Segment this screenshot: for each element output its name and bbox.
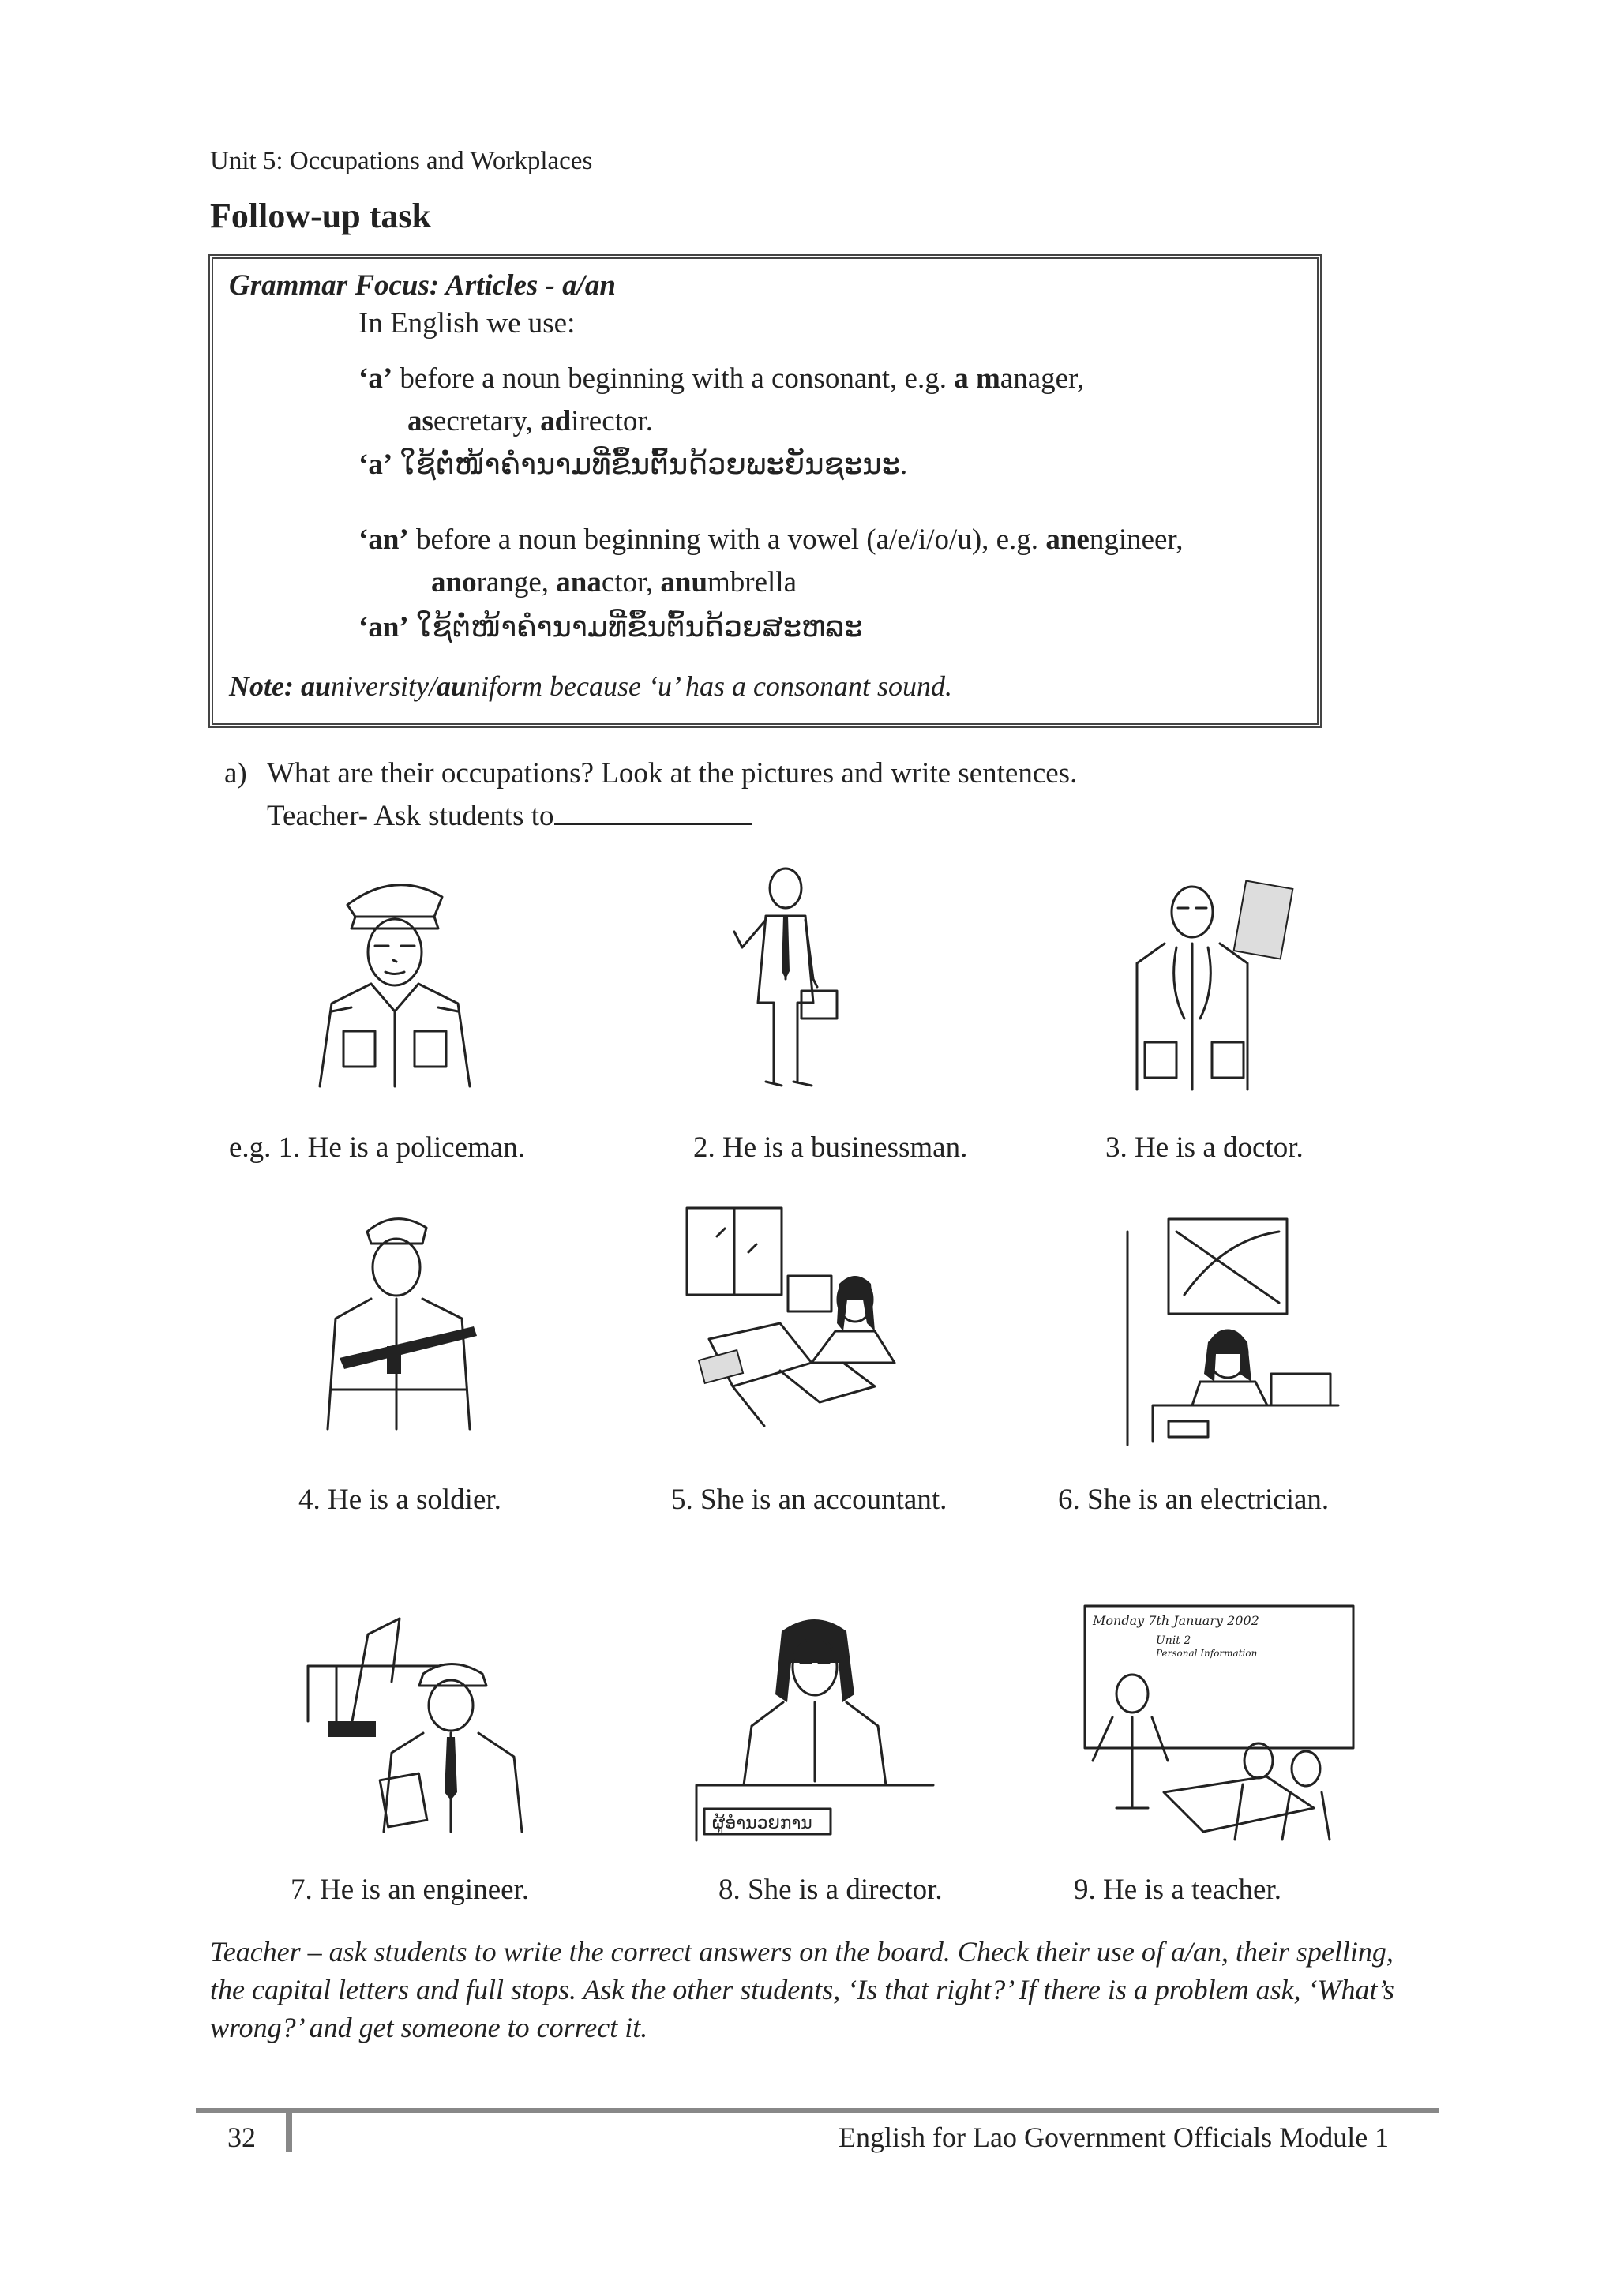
caption-6: 6. She is an electrician. [1058, 1484, 1330, 1516]
an-rule-term: ‘an’ [358, 523, 409, 556]
a-example-3-rest: irector. [571, 405, 653, 437]
director-nameplate: ຜູ້ອໍານວຍການ [712, 1814, 812, 1833]
a-rule-lao-line [358, 447, 907, 482]
caption-1: e.g. 1. He is a policeman. [229, 1131, 526, 1164]
an-rule-text: before a noun beginning with a vowel (a/e/i/o/u), e.g. [408, 523, 1046, 556]
caption-4: 4. He is a soldier. [298, 1484, 501, 1516]
an-rule-lao-line [358, 610, 863, 644]
electrician-illustration [1121, 1216, 1342, 1453]
teacher-prompt: Teacher- Ask students to [267, 800, 554, 832]
a-example-3-bold: ad [540, 405, 572, 437]
grammar-focus-box [208, 254, 1322, 728]
note-rest-1: niversity/ [331, 670, 437, 702]
note-bold-1: au [300, 670, 331, 702]
director-illustration [688, 1615, 941, 1844]
an-example-2-bold: ano [431, 566, 477, 598]
caption-9: 9. He is a teacher. [1074, 1874, 1281, 1906]
teacher-prompt-line [267, 799, 752, 833]
accountant-illustration [685, 1205, 922, 1434]
footer-rule [196, 2108, 1439, 2113]
footer-divider [286, 2113, 292, 2152]
an-example-4-bold: anu [660, 566, 708, 598]
section-title: Follow-up task [210, 197, 431, 235]
note-label: Note: [229, 670, 301, 702]
an-example-1-rest: ngineer, [1089, 523, 1184, 556]
a-rule-term: ‘a’ [358, 362, 393, 395]
a-rule-line-2 [407, 404, 653, 438]
board-topic: Personal Information [1156, 1648, 1258, 1659]
grammar-note [229, 670, 952, 703]
a-rule-lao-text: ໃຊ້ຕໍ່ໜ້າຄໍານາມທີ່ຂຶ້ນຕົ້ນດ້ວຍພະຍັນຊະນະ. [392, 448, 908, 481]
an-example-2-rest: range, [476, 566, 557, 598]
a-rule-lao-term: ‘a’ [358, 448, 393, 481]
teacher-illustration [1077, 1603, 1361, 1848]
a-rule-text: before a noun beginning with a consonant, e.g. [392, 362, 955, 395]
note-bold-2: au [436, 670, 467, 702]
teacher-note: Teacher – ask students to write the correct answers on the board. Check their use of a/an, their spelling, the capital letters and full stops. Ask the other students, ‘Is that right?’ If there is a problem ask, ‘What’s wrong?’ and get someone to correct it. [210, 1936, 1394, 2043]
board-unit: Unit 2 [1156, 1634, 1191, 1647]
caption-5: 5. She is an accountant. [671, 1484, 947, 1516]
a-example-2-bold: as [407, 405, 433, 437]
policeman-illustration [300, 873, 490, 1094]
task-question: What are their occupations? Look at the pictures and write sentences. [267, 757, 1078, 790]
a-rule-line [358, 362, 1084, 396]
page-number: 32 [227, 2122, 256, 2153]
an-example-4-rest: mbrella [707, 566, 797, 598]
an-example-3-bold: ana [556, 566, 602, 598]
doctor-illustration [1121, 876, 1295, 1097]
grammar-title: Grammar Focus: Articles - a/an [229, 269, 616, 302]
caption-7: 7. He is an engineer. [291, 1874, 530, 1906]
businessman-illustration [718, 861, 845, 1097]
caption-2: 2. He is a businessman. [693, 1131, 968, 1164]
note-rest-2: niform because ‘u’ has a consonant sound. [467, 670, 952, 702]
engineer-illustration [305, 1611, 542, 1840]
caption-3: 3. He is a doctor. [1105, 1131, 1304, 1164]
caption-8: 8. She is a director. [718, 1874, 943, 1906]
a-example-1-bold: a m [954, 362, 1000, 395]
an-example-1-bold: ane [1045, 523, 1090, 556]
an-rule-lao-text: ໃຊ້ຕໍ່ໜ້າຄໍານາມທີ່ຂຶ້ນຕົ້ນດ້ວຍສະຫລະ [408, 611, 863, 643]
an-rule-lao-term: ‘an’ [358, 611, 409, 643]
answer-blank [554, 799, 752, 825]
board-date: Monday 7th January 2002 [1093, 1613, 1259, 1628]
a-example-1-rest: anager, [1000, 362, 1085, 395]
an-rule-line [358, 523, 1184, 557]
an-rule-line-2 [431, 565, 797, 599]
soldier-illustration [308, 1208, 497, 1437]
task-marker: a) [224, 757, 247, 790]
an-example-3-rest: ctor, [601, 566, 661, 598]
a-example-2-rest: ecretary, [433, 405, 541, 437]
unit-header: Unit 5: Occupations and Workplaces [210, 147, 593, 175]
footer-title: English for Lao Government Officials Module 1 [839, 2122, 1390, 2153]
grammar-intro: In English we use: [358, 307, 576, 340]
